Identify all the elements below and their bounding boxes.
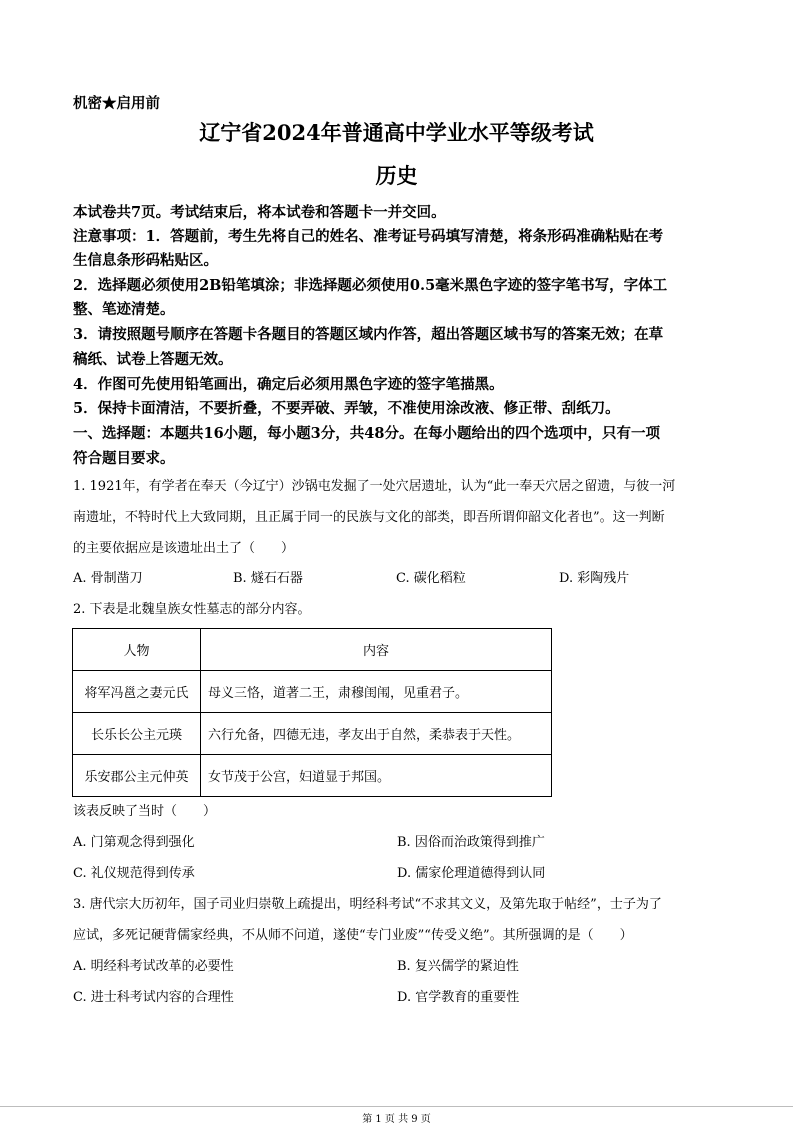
question-3-option-d[interactable]: D. 官学教育的重要性 [397, 990, 520, 1005]
notice-2-line-1: 2．选择题必须使用2B铅笔填涂；非选择题必须使用0.5毫米黑色字迹的签字笔书写，字体工 [73, 277, 668, 294]
notice-5-line: 5．保持卡面清洁，不要折叠，不要弄破、弄皱，不准使用涂改液、修正带、刮纸刀。 [73, 400, 620, 417]
notice-1-line-1: 注意事项：1．答题前，考生先将自己的姓名、准考证号码填写清楚，将条形码准确粘贴在考 [73, 228, 664, 245]
question-3-line-2: 应试，多死记硬背儒家经典，不从师不问道，遂使“专门业废”“传受义绝”。其所强调的是（ ） [73, 928, 633, 943]
question-1-option-a[interactable]: A. 骨制凿刀 [73, 571, 143, 586]
question-2-option-d[interactable]: D. 儒家伦理道德得到认同 [397, 866, 546, 881]
notice-3-line-2: 稿纸、试卷上答题无效。 [73, 351, 233, 368]
question-3-option-c[interactable]: C. 进士科考试内容的合理性 [73, 990, 234, 1005]
question-2-option-c[interactable]: C. 礼仪规范得到传承 [73, 866, 195, 881]
question-3-option-b[interactable]: B. 复兴儒学的紧迫性 [397, 959, 519, 974]
question-1-option-b[interactable]: B. 燧石石器 [233, 571, 303, 586]
question-3-line-1: 3. 唐代宗大历初年，国子司业归崇敬上疏提出，明经科考试“不求其文义，及第先取于帖经”，士子为了 [73, 897, 662, 912]
question-1-line-2: 南遗址，不特时代上大致同期，且正属于同一的民族与文化的部类，即吾所谓仰韶文化者也”。这一判断 [73, 510, 665, 525]
intro-line: 本试卷共7页。考试结束后，将本试卷和答题卡一并交回。 [73, 204, 446, 221]
footer-divider [0, 1106, 793, 1107]
table-cell-content: 母义三恪，道著二王，肃穆闺闱，见重君子。 [201, 671, 552, 713]
section-1-heading-line-1: 一、选择题：本题共16小题，每小题3分，共48分。在每小题给出的四个选项中，只有一项 [73, 425, 660, 442]
table-row [73, 671, 552, 713]
table-header-person: 人物 [73, 629, 201, 671]
notice-3-line-1: 3．请按照题号顺序在答题卡各题目的答题区域内作答，超出答题区域书写的答案无效；在草 [73, 326, 664, 343]
table-cell-person: 乐安郡公主元仲英 [73, 755, 201, 797]
notice-4-line: 4．作图可先使用铅笔画出，确定后必须用黑色字迹的签字笔描黑。 [73, 376, 504, 393]
subject-title: 历史 [375, 163, 418, 188]
table-cell-person: 将军冯邕之妻元氏 [73, 671, 201, 713]
page-number: 第 1 页 共 9 页 [362, 1114, 431, 1125]
table-cell-person: 长乐长公主元瑛 [73, 713, 201, 755]
question-2-after-table: 该表反映了当时（ ） [73, 804, 217, 819]
table-cell-content: 女节茂于公宫，妇道显于邦国。 [201, 755, 552, 797]
table-header-content: 内容 [201, 629, 552, 671]
exam-title: 辽宁省2024年普通高中学业水平等级考试 [199, 120, 594, 145]
question-1-line-3: 的主要依据应是该遗址出土了（ ） [73, 541, 295, 556]
confidential-label: 机密★启用前 [73, 95, 160, 112]
tomb-inscription-table [72, 628, 552, 797]
table-row [73, 713, 552, 755]
question-2-option-b[interactable]: B. 因俗而治政策得到推广 [397, 835, 545, 850]
question-1-option-d[interactable]: D. 彩陶残片 [559, 571, 630, 586]
table-header-row [73, 629, 552, 671]
section-1-heading-line-2: 符合题目要求。 [73, 450, 175, 467]
notice-1-line-2: 生信息条形码粘贴区。 [73, 252, 218, 269]
question-1-option-c[interactable]: C. 碳化稻粒 [396, 571, 466, 586]
table-cell-content: 六行允备，四德无违，孝友出于自然，柔恭表于天性。 [201, 713, 552, 755]
question-1-line-1: 1. 1921年，有学者在奉天（今辽宁）沙锅屯发掘了一处穴居遗址，认为“此一奉天穴居之留遗，与彼一河 [73, 479, 676, 494]
question-2-option-a[interactable]: A. 门第观念得到强化 [73, 835, 195, 850]
notice-2-line-2: 整、笔迹清楚。 [73, 301, 175, 318]
table-row [73, 755, 552, 797]
question-2-stem: 2. 下表是北魏皇族女性墓志的部分内容。 [73, 602, 311, 617]
question-3-option-a[interactable]: A. 明经科考试改革的必要性 [73, 959, 234, 974]
